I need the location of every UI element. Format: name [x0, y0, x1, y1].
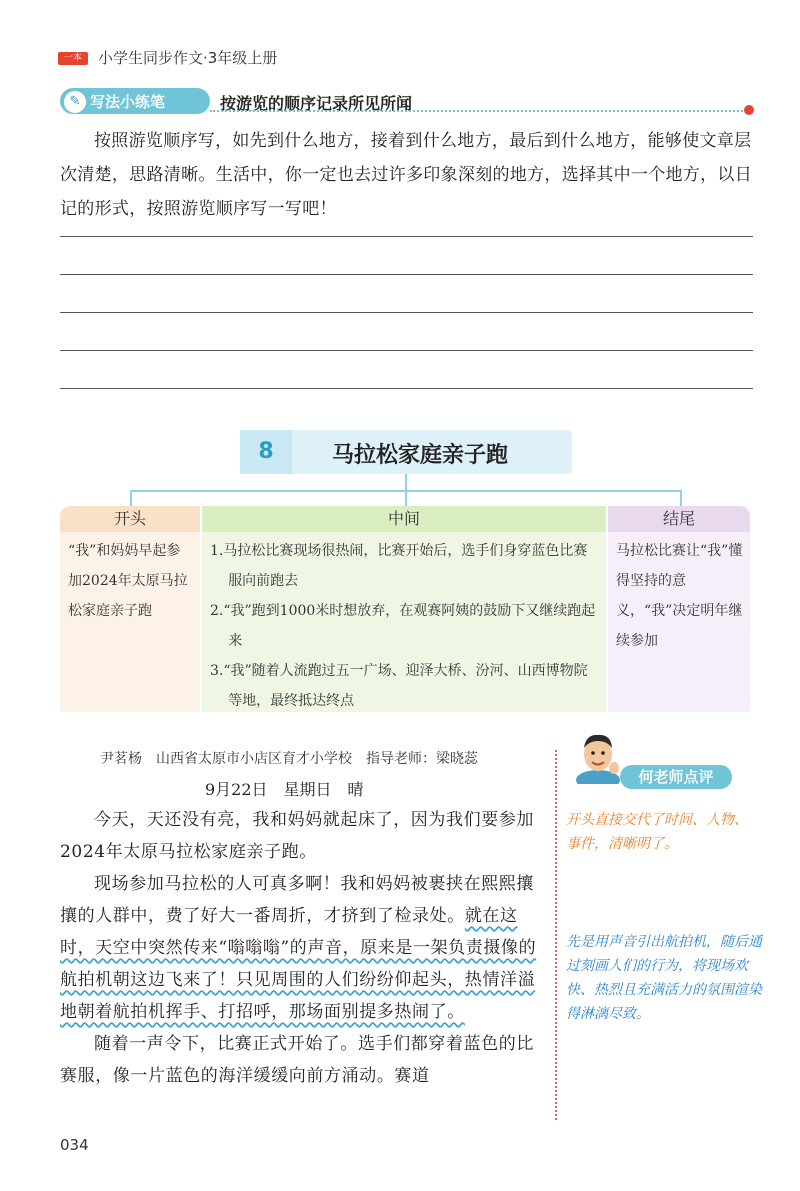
essay-text: 现场参加马拉松的人可真多啊！我和妈妈被裹挟在熙熙攘攘的人群中，费了好大一番周折，才挤到了检录处。	[60, 874, 534, 926]
comment-divider	[555, 750, 557, 1120]
tree-connector	[130, 490, 132, 506]
highlighted-passage: 就在这时，天空中突然传来“嗡嗡嗡”的声音，原来是一架负责摄像的航拍机朝这边飞来了！只见周围的人们纷纷仰起头，热情洋溢地朝着航拍机挥手、打招呼，那场面别提多热闹了。	[60, 906, 537, 1022]
publisher-logo: 一本	[58, 52, 88, 65]
outline-head-middle: 中间	[202, 506, 606, 532]
essay-byline: 尹茗杨 山西省太原市小店区育才小学校 指导老师：梁晓蕊	[100, 751, 478, 767]
essay-paragraph: 随着一声令下，比赛正式开始了。选手们都穿着蓝色的比赛服，像一片蓝色的海洋缓缓向前方涌动。赛道	[60, 1034, 534, 1086]
chapter-title-box	[240, 430, 572, 474]
intro-paragraph: 按照游览顺序写，如先到什么地方，接着到什么地方，最后到什么地方，能够使文章层次清楚，思路清晰。生活中，你一定也去过许多印象深刻的地方，选择其中一个地方，以日记的形式，按照游览顺序写一写吧！	[60, 131, 752, 219]
outline-head-start: 开头	[60, 506, 200, 532]
page-number: 034	[60, 1136, 89, 1154]
book-title: 小学生同步作文·3年级上册	[98, 49, 278, 67]
tree-connector	[405, 490, 407, 506]
outline-middle	[202, 532, 606, 712]
pen-icon: ✎	[63, 90, 87, 114]
outline-head-end: 结尾	[608, 506, 750, 532]
section-title: 按游览的顺序记录所见所闻	[220, 94, 413, 113]
outline-middle-item: 2.“我”跑到1000米时想放弃，在观赛阿姨的鼓励下又继续跑起来	[210, 603, 596, 649]
outline-start	[60, 532, 200, 712]
section-dot	[744, 105, 754, 115]
outline-end	[608, 532, 750, 712]
teacher-comment: 开头直接交代了时间、人物、事件，清晰明了。	[566, 812, 748, 852]
chapter-number: 8	[240, 430, 292, 474]
essay-paragraph: 今天，天还没有亮，我和妈妈就起床了，因为我们要参加2024年太原马拉松家庭亲子跑。	[60, 810, 534, 862]
section-divider	[210, 110, 750, 112]
essay-body	[60, 804, 545, 1092]
tree-connector	[680, 490, 682, 506]
teacher-label: 何老师点评	[620, 765, 732, 789]
outline-middle-item: 3.“我”随着人流跑过五一广场、迎泽大桥、汾河、山西博物院等地，最终抵达终点	[210, 663, 588, 709]
section-label: 写法小练笔	[90, 93, 166, 111]
chapter-title: 马拉松家庭亲子跑	[332, 443, 509, 468]
outline-middle-item: 1.马拉松比赛现场很热闹，比赛开始后，选手们身穿蓝色比赛服向前跑去	[210, 543, 588, 589]
writing-line	[60, 312, 753, 313]
teacher-avatar	[574, 732, 622, 784]
section-header	[60, 88, 750, 114]
writing-line	[60, 388, 753, 389]
outline-end-text: 马拉松比赛让“我”懂得坚持的意义，“我”决定明年继续参加	[616, 543, 743, 649]
essay-dateline: 9月22日 星期日 晴	[205, 780, 364, 799]
essay-paragraph	[60, 868, 545, 1028]
teacher-comment: 先是用声音引出航拍机，随后通过刻画人们的行为，将现场欢快、热烈且充满活力的氛围渲染得淋漓尽致。	[566, 934, 762, 1022]
writing-line	[60, 236, 753, 237]
section-pill	[60, 88, 210, 114]
outline-start-text: “我”和妈妈早起参加2024年太原马拉松家庭亲子跑	[68, 543, 188, 619]
writing-line	[60, 350, 753, 351]
writing-line	[60, 274, 753, 275]
